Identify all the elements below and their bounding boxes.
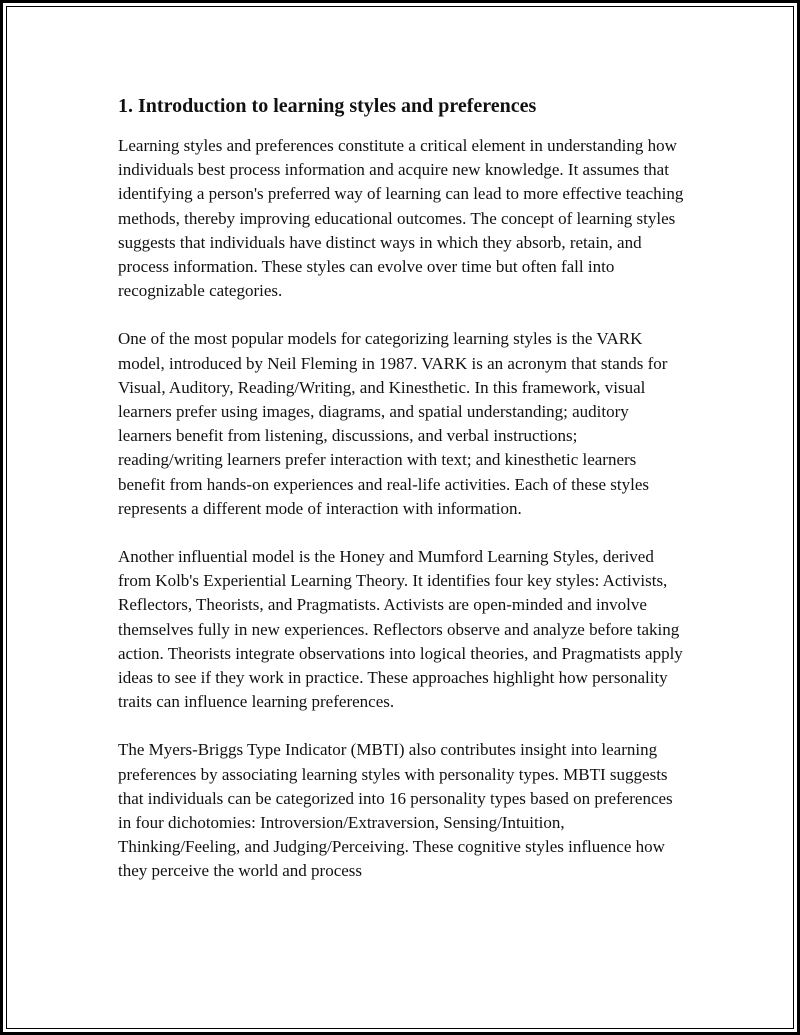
paragraph-honey-mumford: Another influential model is the Honey and Mumford Learning Styles, derived from Kolb's Experiential Learning Theory. It identifies four key styles: Activists, Reflectors, Theorists, and Pragmatists. Activists are open-minded and involve themselves fully in new experiences. Reflectors observe and analyze before taking action. Theorists integrate observations into logical theories, and Pragmatists apply ideas to see if they work in practice. These approaches highlight how personality traits can influence learning preferences.: [118, 547, 683, 712]
paragraph-learning-styles-intro: Learning styles and preferences constitute a critical element in understanding how individuals best process information and acquire new knowledge. It assumes that identifying a person's preferred way of learning can lead to more effective teaching methods, thereby improving educational outcomes. The concept of learning styles suggests that individuals have distinct ways in which they absorb, retain, and process information. These styles can evolve over time but often fall into recognizable categories.: [118, 136, 684, 301]
document-body: [118, 92, 688, 908]
paragraph-mbti: The Myers-Briggs Type Indicator (MBTI) also contributes insight into learning preferences by associating learning styles with personality types. MBTI suggests that individuals can be categorized into 16 personality types based on preferences in four dichotomies: Introversion/Extraversion, Sensing/Intuition, Thinking/Feeling, and Judging/Perceiving. These cognitive styles influence how they perceive the world and process: [118, 740, 673, 881]
section-heading: 1. Introduction to learning styles and preferences: [118, 95, 537, 117]
paragraph-vark-model: One of the most popular models for categorizing learning styles is the VARK model, introduced by Neil Fleming in 1987. VARK is an acronym that stands for Visual, Auditory, Reading/Writing, and Kinesthetic. In this framework, visual learners prefer using images, diagrams, and spatial understanding; auditory learners benefit from listening, discussions, and verbal instructions; reading/writing learners prefer interaction with text; and kinesthetic learners benefit from hands-on experiences and real-life activities. Each of these styles represents a different mode of interaction with information.: [118, 329, 668, 518]
